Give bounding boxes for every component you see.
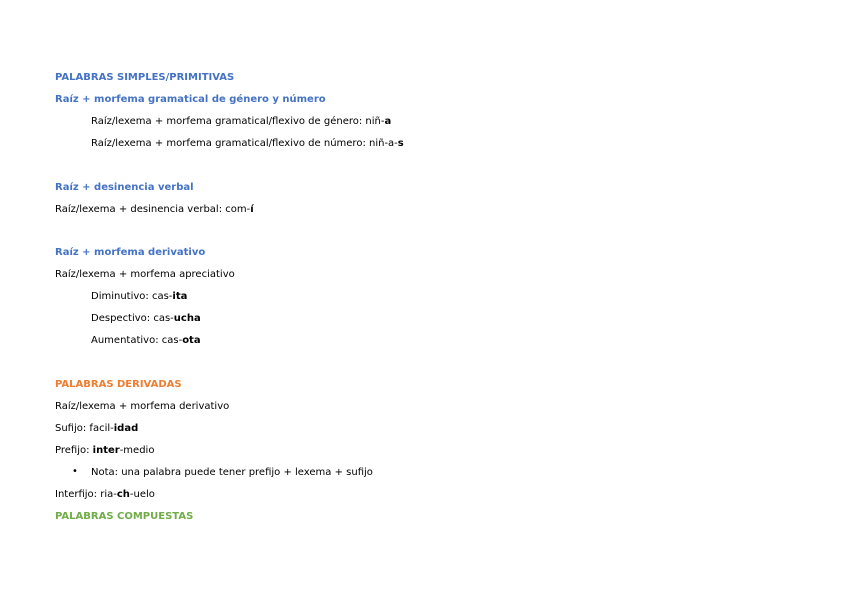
- line-prefijo-suffix: -medio: [119, 445, 155, 456]
- line-despectivo-bold: ucha: [173, 313, 201, 324]
- line-despectivo-text: Despectivo: cas-: [91, 313, 174, 324]
- line-genero: [91, 116, 391, 128]
- line-prefijo-bold: inter: [92, 445, 120, 456]
- line-desinencia-text: Raíz/lexema + desinencia verbal: com-: [55, 204, 251, 215]
- line-desinencia: [55, 204, 254, 216]
- line-interfijo-bold: ch: [116, 489, 130, 500]
- line-diminutivo: [91, 291, 187, 303]
- line-desinencia-bold: í: [250, 204, 254, 215]
- line-prefijo: [55, 445, 154, 457]
- line-genero-text: Raíz/lexema + morfema gramatical/flexivo de género: niñ-: [91, 116, 385, 127]
- section-title-simples: PALABRAS SIMPLES/PRIMITIVAS: [55, 72, 235, 83]
- line-genero-bold: a: [384, 116, 392, 127]
- line-sufijo-text: Sufijo: facil-: [55, 423, 114, 434]
- line-diminutivo-bold: ita: [172, 291, 188, 302]
- line-interfijo-suffix: -uelo: [129, 489, 155, 500]
- section-title-derivadas: PALABRAS DERIVADAS: [55, 379, 182, 390]
- heading-genero-numero: Raíz + morfema gramatical de género y número: [55, 94, 326, 105]
- line-sufijo-bold: idad: [113, 423, 139, 434]
- line-interfijo-text: Interfijo: ria-: [55, 489, 117, 500]
- line-aumentativo-text: Aumentativo: cas-: [91, 335, 183, 346]
- bullet-icon: •: [72, 466, 78, 477]
- line-prefijo-text: Prefijo:: [55, 445, 93, 456]
- line-despectivo: [91, 313, 201, 325]
- section-title-compuestas: PALABRAS COMPUESTAS: [55, 511, 194, 522]
- line-aumentativo-bold: ota: [182, 335, 201, 346]
- line-apreciativo: Raíz/lexema + morfema apreciativo: [55, 269, 235, 280]
- line-interfijo: [55, 489, 155, 501]
- line-nota: Nota: una palabra puede tener prefijo + lexema + sufijo: [91, 467, 373, 478]
- line-numero-bold: s: [397, 138, 404, 149]
- heading-derivativo: Raíz + morfema derivativo: [55, 247, 206, 258]
- line-sufijo: [55, 423, 138, 435]
- line-numero-text: Raíz/lexema + morfema gramatical/flexivo de número: niñ-a-: [91, 138, 398, 149]
- line-aumentativo: [91, 335, 201, 347]
- line-diminutivo-text: Diminutivo: cas-: [91, 291, 173, 302]
- line-numero: [91, 138, 404, 150]
- line-derivadas: Raíz/lexema + morfema derivativo: [55, 401, 230, 412]
- heading-desinencia: Raíz + desinencia verbal: [55, 182, 194, 193]
